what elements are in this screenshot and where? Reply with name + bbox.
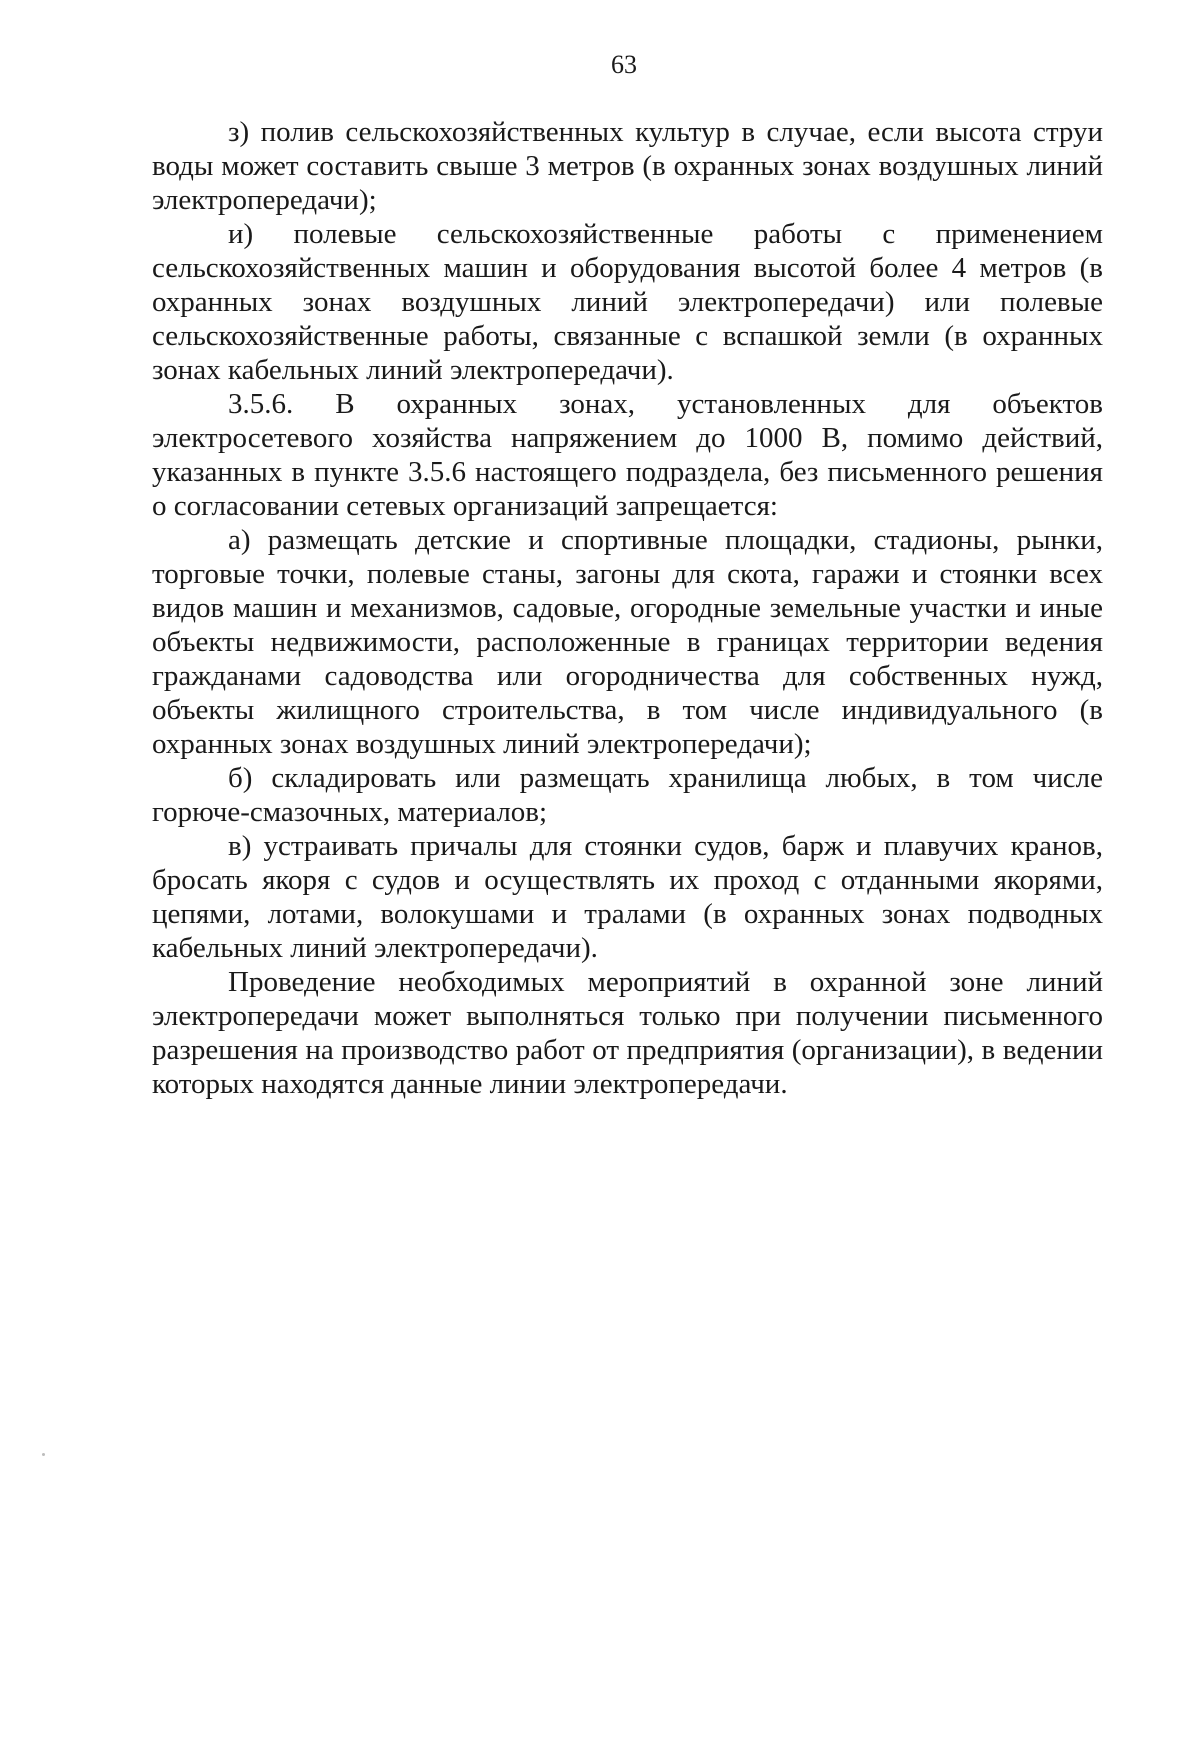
paragraph-i: и) полевые сельскохозяйственные работы с применением сельскохозяйственных машин и оборудования высотой более 4 метров (в охранных зонах воздушных линий электропередачи) или полевые сельскохозяйственные работы, связанные с вспашкой земли (в охранных зонах кабельных линий электропередачи). bbox=[152, 218, 1103, 386]
paragraph-3-5-6: 3.5.6. В охранных зонах, установленных для объектов электросетевого хозяйства напряжением до 1000 В, помимо действий, указанных в пункте 3.5.6 настоящего подраздела, без письменного решения о согласовании сетевых организаций запрещается: bbox=[152, 388, 1103, 522]
paragraph-b: б) складировать или размещать хранилища любых, в том числе горюче-смазочных, материалов; bbox=[152, 762, 1103, 828]
paragraph-closing: Проведение необходимых мероприятий в охранной зоне линий электропередачи может выполняться только при получении письменного разрешения на производство работ от предприятия (организации), в ведении которых находятся данные линии электропередачи. bbox=[152, 966, 1103, 1100]
paragraph-z: з) полив сельскохозяйственных культур в случае, если высота струи воды может составить свыше 3 метров (в охранных зонах воздушных линий электропередачи); bbox=[152, 116, 1103, 216]
paragraph-v: в) устраивать причалы для стоянки судов, барж и плавучих кранов, бросать якоря с судов и осуществлять их проход с отданными якорями, цепями, лотами, волокушами и тралами (в охранных зонах подводных кабельных линий электропередачи). bbox=[152, 830, 1103, 964]
paragraph-a: а) размещать детские и спортивные площадки, стадионы, рынки, торговые точки, полевые станы, загоны для скота, гаражи и стоянки всех видов машин и механизмов, садовые, огородные земельные участки и иные объекты недвижимости, расположенные в границах территории ведения гражданами садоводства или огородничества для собственных нужд, объекты жилищного строительства, в том числе индивидуального (в охранных зонах воздушных линий электропередачи); bbox=[152, 524, 1103, 760]
document-body bbox=[152, 115, 1103, 1101]
page-number: 63 bbox=[611, 50, 637, 79]
scan-speck bbox=[42, 1453, 45, 1456]
